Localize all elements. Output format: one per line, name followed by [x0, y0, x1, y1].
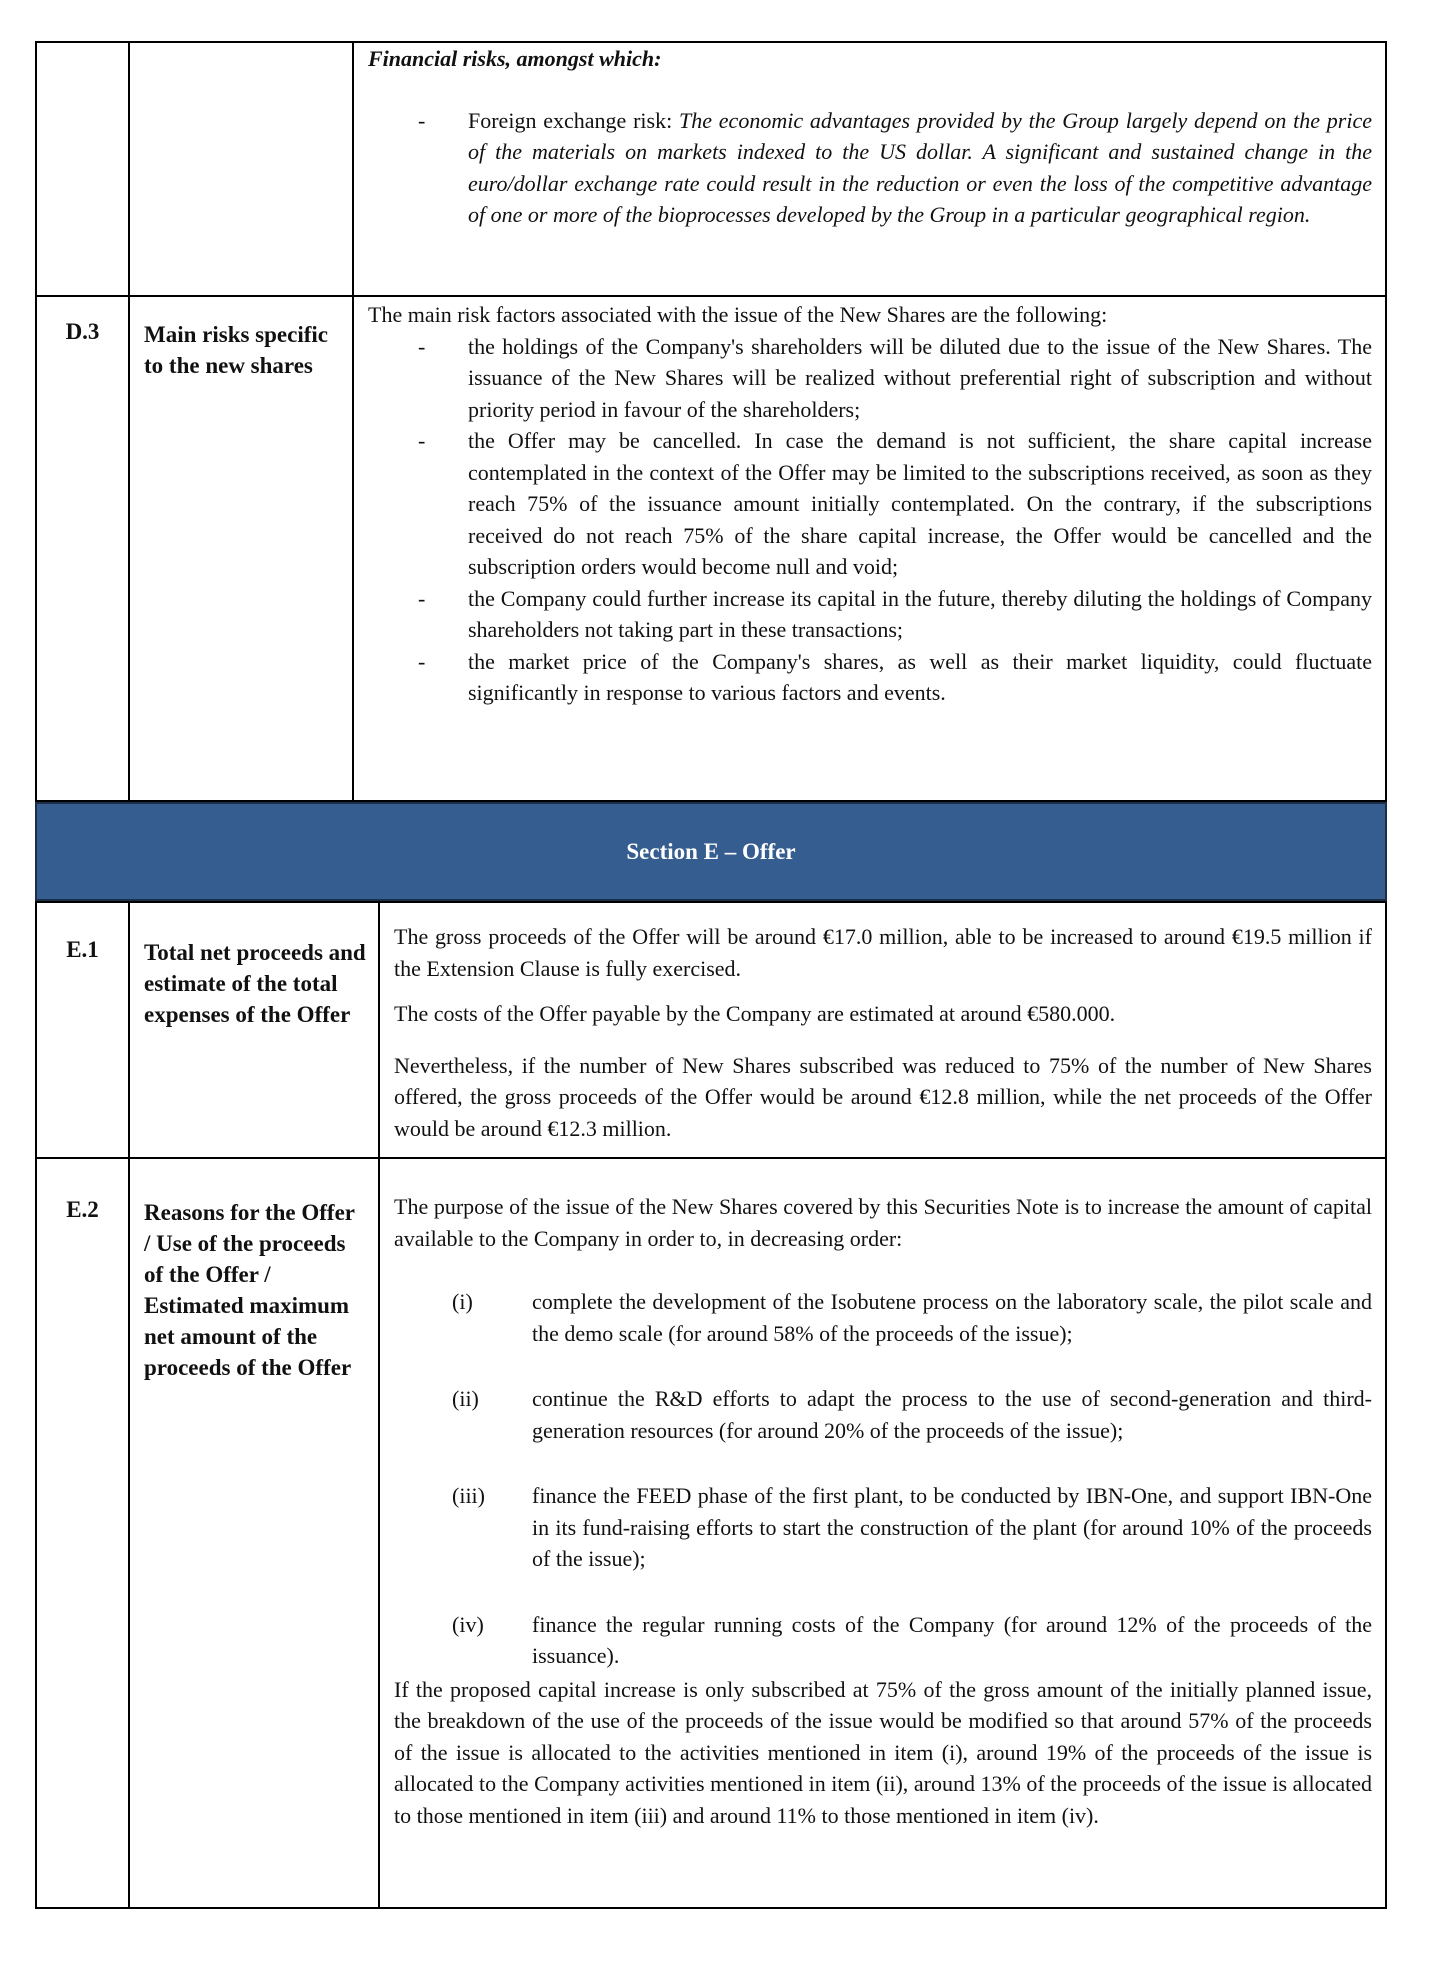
section-title: Reasons for the Offer / Use of the proceeds of the Offer / Estimated maximum net amount of the proceeds of the Offer: [129, 1158, 379, 1908]
d3-intro: The main risk factors associated with the issue of the New Shares are the following:: [368, 302, 1108, 327]
e1-gross-proceeds: The gross proceeds of the Offer will be around €17.0 million, able to be increased to around €19.5 million if the Extension Clause is fully exercised.: [394, 924, 1372, 981]
item-text: finance the FEED phase of the first plant, to be conducted by IBN-One, and support IBN-One in its fund-raising efforts to start the construction of the plant (for around 10% of the proceeds of the issue);: [532, 1483, 1372, 1571]
content-cell: [353, 42, 1386, 296]
list-item: - the market price of the Company's shares, as well as their market liquidity, could fluctuate significantly in response to various factors and events.: [368, 646, 1372, 709]
financial-risks-heading: Financial risks, amongst which:: [368, 46, 662, 71]
content-cell: [379, 1158, 1386, 1908]
item-lead: Foreign exchange risk:: [468, 107, 679, 133]
d3-risk-list: [368, 331, 1372, 709]
risk-table: [35, 41, 1387, 802]
item-number: (iii): [452, 1483, 485, 1508]
e1-reduced-scenario: Nevertheless, if the number of New Shares subscribed was reduced to 75% of the number of New Shares offered, the gross proceeds of the Offer would be around €12.8 million, while the net proceeds of the Offer would be around €12.3 million.: [394, 1052, 1372, 1141]
title-cell: [129, 42, 353, 296]
item-number: (ii): [452, 1386, 479, 1411]
section-number: E.2: [36, 1158, 129, 1908]
item-text: finance the regular running costs of the Company (for around 12% of the proceeds of the issuance).: [532, 1611, 1372, 1668]
e2-intro: The purpose of the issue of the New Shares covered by this Securities Note is to increase the amount of capital available to the Company in order to, in decreasing order:: [394, 1194, 1372, 1251]
table-row: [36, 902, 1386, 1158]
offer-table: [35, 901, 1387, 1909]
use-of-proceeds-item: [394, 1480, 1372, 1575]
list-item: - the Company could further increase its capital in the future, thereby diluting the holdings of Company shareholders not taking part in these transactions;: [368, 583, 1372, 646]
section-banner: Section E – Offer: [35, 802, 1387, 901]
item-number: (iv): [452, 1611, 484, 1637]
table-row: [36, 1158, 1386, 1908]
financial-risks-list: [368, 105, 1372, 231]
section-title: Main risks specific to the new shares: [129, 296, 353, 801]
item-number: (i): [452, 1289, 473, 1314]
item-text: The economic advantages provided by the Group largely depend on the price of the materials on markets indexed to the US dollar. A significant and sustained change in the euro/dollar exchange rate could result in the reduction or even the loss of the competitive advantage of one or more of the bioprocesses developed by the Group in a particular geographical region.: [468, 107, 1372, 227]
table-row: [36, 42, 1386, 296]
content-cell: [353, 296, 1386, 801]
section-number: D.3: [36, 296, 129, 801]
item-text: complete the development of the Isobutene process on the laboratory scale, the pilot scale and the demo scale (for around 58% of the proceeds of the issue);: [532, 1289, 1372, 1346]
use-of-proceeds-item: [394, 1286, 1372, 1349]
section-title: Total net proceeds and estimate of the total expenses of the Offer: [129, 902, 379, 1158]
list-item: [368, 105, 1372, 231]
section-cell: [36, 42, 129, 296]
use-of-proceeds-item: [394, 1609, 1372, 1672]
e1-costs: The costs of the Offer payable by the Company are estimated at around €580.000.: [394, 1001, 1116, 1026]
list-item: - the holdings of the Company's shareholders will be diluted due to the issue of the New Shares. The issuance of the New Shares will be realized without preferential right of subscription and without priority period in favour of the shareholders;: [368, 331, 1372, 426]
document-page: [35, 41, 1387, 1909]
content-cell: [379, 902, 1386, 1158]
use-of-proceeds-item: [394, 1383, 1372, 1446]
e2-closing: If the proposed capital increase is only subscribed at 75% of the gross amount of the initially planned issue, the breakdown of the use of the proceeds of the issue would be modified so that around 57% of the proceeds of the issue is allocated to the activities mentioned in item (i), around 19% of the proceeds of the issue is allocated to the Company activities mentioned in item (ii), around 13% of the proceeds of the issue is allocated to those mentioned in item (iii) and around 11% to those mentioned in item (iv).: [394, 1676, 1372, 1828]
item-text: continue the R&D efforts to adapt the process to the use of second-generation and third-generation resources (for around 20% of the proceeds of the issue);: [532, 1386, 1372, 1443]
table-row: [36, 296, 1386, 801]
section-number: E.1: [36, 902, 129, 1158]
list-item: - the Offer may be cancelled. In case the demand is not sufficient, the share capital increase contemplated in the context of the Offer may be limited to the subscriptions received, as soon as they reach 75% of the issuance amount initially contemplated. On the contrary, if the subscriptions received do not reach 75% of the share capital increase, the Offer would be cancelled and the subscription orders would become null and void;: [368, 425, 1372, 583]
